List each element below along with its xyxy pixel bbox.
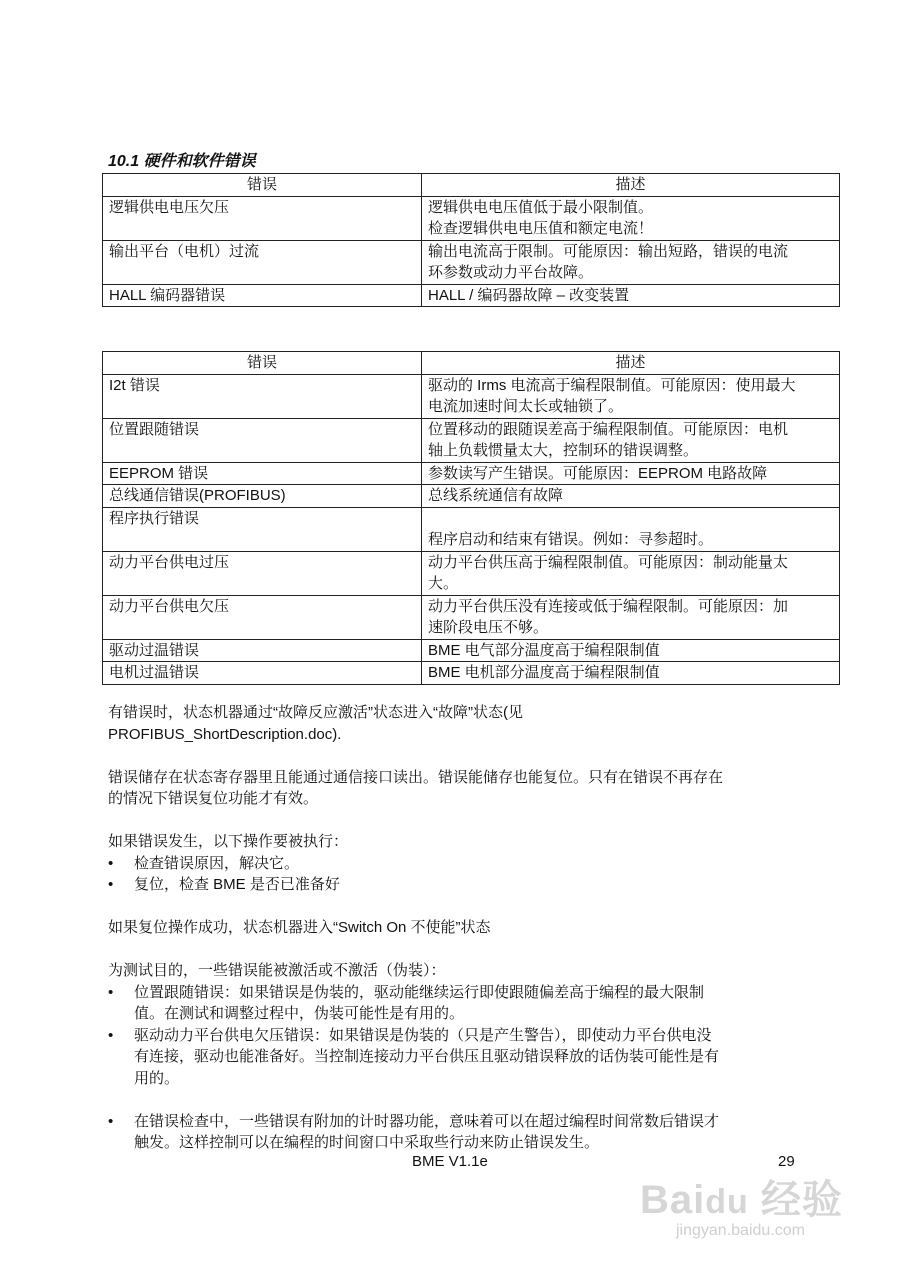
table-row	[103, 196, 840, 240]
error-text: HALL 编码器错误	[109, 286, 226, 304]
paragraph-line: 的情况下错误复位功能才有效。	[108, 790, 319, 807]
paragraph-line: 复位，检查 BME 是否已准备好	[134, 876, 340, 893]
watermark-url: jingyan.baidu.com	[676, 1222, 805, 1239]
error-cell	[103, 551, 422, 595]
paragraph-line: 值。在测试和调整过程中，伪装可能性是有用的。	[134, 1005, 465, 1022]
error-cell	[103, 639, 422, 662]
description-text: 电流加速时间太长或轴锁了。	[428, 398, 624, 415]
table-row	[103, 639, 840, 662]
description-cell	[422, 418, 840, 462]
table-row	[103, 284, 840, 307]
description-cell	[422, 196, 840, 240]
error-text: 总线通信错误(PROFIBUS)	[109, 487, 286, 504]
description-cell	[422, 639, 840, 662]
paragraph	[108, 767, 808, 810]
column-header-error: 错误	[103, 352, 422, 375]
footer-version: BME V1.1e	[412, 1153, 488, 1170]
error-cell	[103, 196, 422, 240]
description-text: 轴上负载惯量太大，控制环的错误调整。	[428, 442, 699, 459]
paragraph	[108, 702, 808, 745]
paragraph-line: 驱动动力平台供电欠压错误：如果错误是伪装的（只是产生警告），即使动力平台供电没	[134, 1026, 712, 1044]
description-text: 程序启动和结束有错误。例如：寻参超时。	[428, 531, 714, 548]
table-row	[103, 374, 840, 418]
paragraph-line: 在错误检查中，一些错误有附加的计时器功能，意味着可以在超过编程时间常数后错误才	[134, 1112, 720, 1130]
body-text	[108, 702, 808, 1154]
table-row	[103, 462, 840, 485]
description-cell	[422, 462, 840, 485]
paragraph-line: 触发。这样控制可以在编程的时间窗口中采取些行动来防止错误发生。	[134, 1134, 600, 1151]
description-cell	[422, 284, 840, 307]
description-text: HALL / 编码器故障 – 改变装置	[428, 286, 630, 304]
paragraph	[108, 831, 808, 853]
paragraph-line: PROFIBUS_ShortDescription.doc).	[108, 725, 342, 743]
column-header-description: 描述	[422, 174, 840, 197]
description-text: 动力平台供压高于编程限制值。可能原因：制动能量太	[428, 553, 789, 571]
description-text: 环参数或动力平台故障。	[428, 264, 594, 281]
paragraph-line: 错误储存在状态寄存器里且能通过通信接口读出。错误能储存也能复位。只有在错误不再存在	[108, 768, 724, 786]
table-row	[103, 662, 840, 685]
column-header-error: 错误	[103, 174, 422, 197]
section-heading: 10.1 硬件和软件错误	[108, 153, 256, 170]
description-cell	[422, 240, 840, 284]
paragraph-line: 用的。	[134, 1069, 180, 1087]
error-cell	[103, 374, 422, 418]
table-row	[103, 485, 840, 508]
paragraph-line: 有错误时，状态机器通过“故障反应激活”状态进入“故障”状态(见	[108, 704, 523, 721]
error-cell	[103, 595, 422, 639]
paragraph-line: 为测试目的，一些错误能被激活或不激活（伪装）：	[108, 962, 446, 979]
paragraph-line: 检查错误原因，解决它。	[134, 854, 300, 872]
description-text: BME 电机部分温度高于编程限制值	[428, 664, 660, 681]
error-cell	[103, 507, 422, 551]
description-text: 逻辑供电电压值低于最小限制值。	[428, 198, 654, 216]
baidu-watermark-logo: Baidu 经验	[640, 1178, 843, 1222]
paragraph-line: 如果错误发生，以下操作要被执行：	[108, 833, 349, 850]
description-text: 总线系统通信有故障	[428, 487, 564, 504]
error-text: 输出平台（电机）过流	[109, 242, 260, 260]
description-text: 速阶段电压不够。	[428, 619, 549, 636]
description-cell	[422, 507, 840, 551]
paragraph-line: 有连接，驱动也能准备好。当控制连接动力平台供压且驱动错误释放的话伪装可能性是有	[134, 1048, 720, 1065]
bullet-icon: •	[108, 1112, 114, 1130]
bullet-icon: •	[108, 854, 114, 872]
description-cell	[422, 551, 840, 595]
bullet-icon: •	[108, 876, 114, 893]
error-text: 动力平台供电过压	[109, 553, 230, 571]
software-error-table	[102, 351, 840, 685]
error-cell	[103, 462, 422, 485]
table-row	[103, 595, 840, 639]
description-cell	[422, 595, 840, 639]
bullet-item	[108, 1111, 808, 1154]
description-cell	[422, 485, 840, 508]
table-row	[103, 507, 840, 551]
description-text: 驱动的 Irms 电流高于编程限制值。可能原因：使用最大	[428, 376, 796, 394]
description-cell	[422, 374, 840, 418]
description-text: 位置移动的跟随误差高于编程限制值。可能原因：电机	[428, 420, 789, 438]
description-text	[428, 508, 833, 530]
error-cell	[103, 418, 422, 462]
description-text: 参数读写产生错误。可能原因：EEPROM 电路故障	[428, 464, 768, 482]
error-text: 位置跟随错误	[109, 420, 200, 438]
description-text: 大。	[428, 575, 459, 592]
error-cell	[103, 284, 422, 307]
bullet-item	[108, 874, 808, 896]
table-row	[103, 418, 840, 462]
description-text: 输出电流高于限制。可能原因：输出短路，错误的电流	[428, 242, 789, 260]
description-text: 检查逻辑供电电压值和额定电流！	[428, 220, 654, 237]
hardware-error-table	[102, 173, 840, 307]
paragraph	[108, 917, 808, 939]
bullet-item	[108, 853, 808, 875]
error-text: I2t 错误	[109, 376, 160, 394]
error-text: 驱动过温错误	[109, 641, 200, 659]
bullet-item	[108, 982, 808, 1025]
error-cell	[103, 662, 422, 685]
bullet-icon: •	[108, 983, 114, 1001]
paragraph-line: 如果复位操作成功，状态机器进入“Switch On 不使能”状态	[108, 919, 491, 936]
error-text: 程序执行错误	[109, 509, 200, 527]
description-text: 动力平台供压没有连接或低于编程限制。可能原因：加	[428, 597, 789, 615]
paragraph	[108, 960, 808, 982]
error-cell	[103, 240, 422, 284]
error-text: 电机过温错误	[109, 664, 200, 681]
paragraph-line: 位置跟随错误：如果错误是伪装的，驱动能继续运行即使跟随偏差高于编程的最大限制	[134, 983, 705, 1001]
table-row	[103, 240, 840, 284]
column-header-description: 描述	[422, 352, 840, 375]
error-text: 动力平台供电欠压	[109, 597, 230, 615]
error-text: EEPROM 错误	[109, 464, 209, 482]
bullet-item	[108, 1025, 808, 1090]
error-text: 逻辑供电电压欠压	[109, 198, 230, 216]
page-number: 29	[778, 1153, 795, 1170]
table-row	[103, 551, 840, 595]
description-text: BME 电气部分温度高于编程限制值	[428, 641, 660, 659]
error-cell	[103, 485, 422, 508]
description-cell	[422, 662, 840, 685]
bullet-icon: •	[108, 1026, 114, 1044]
